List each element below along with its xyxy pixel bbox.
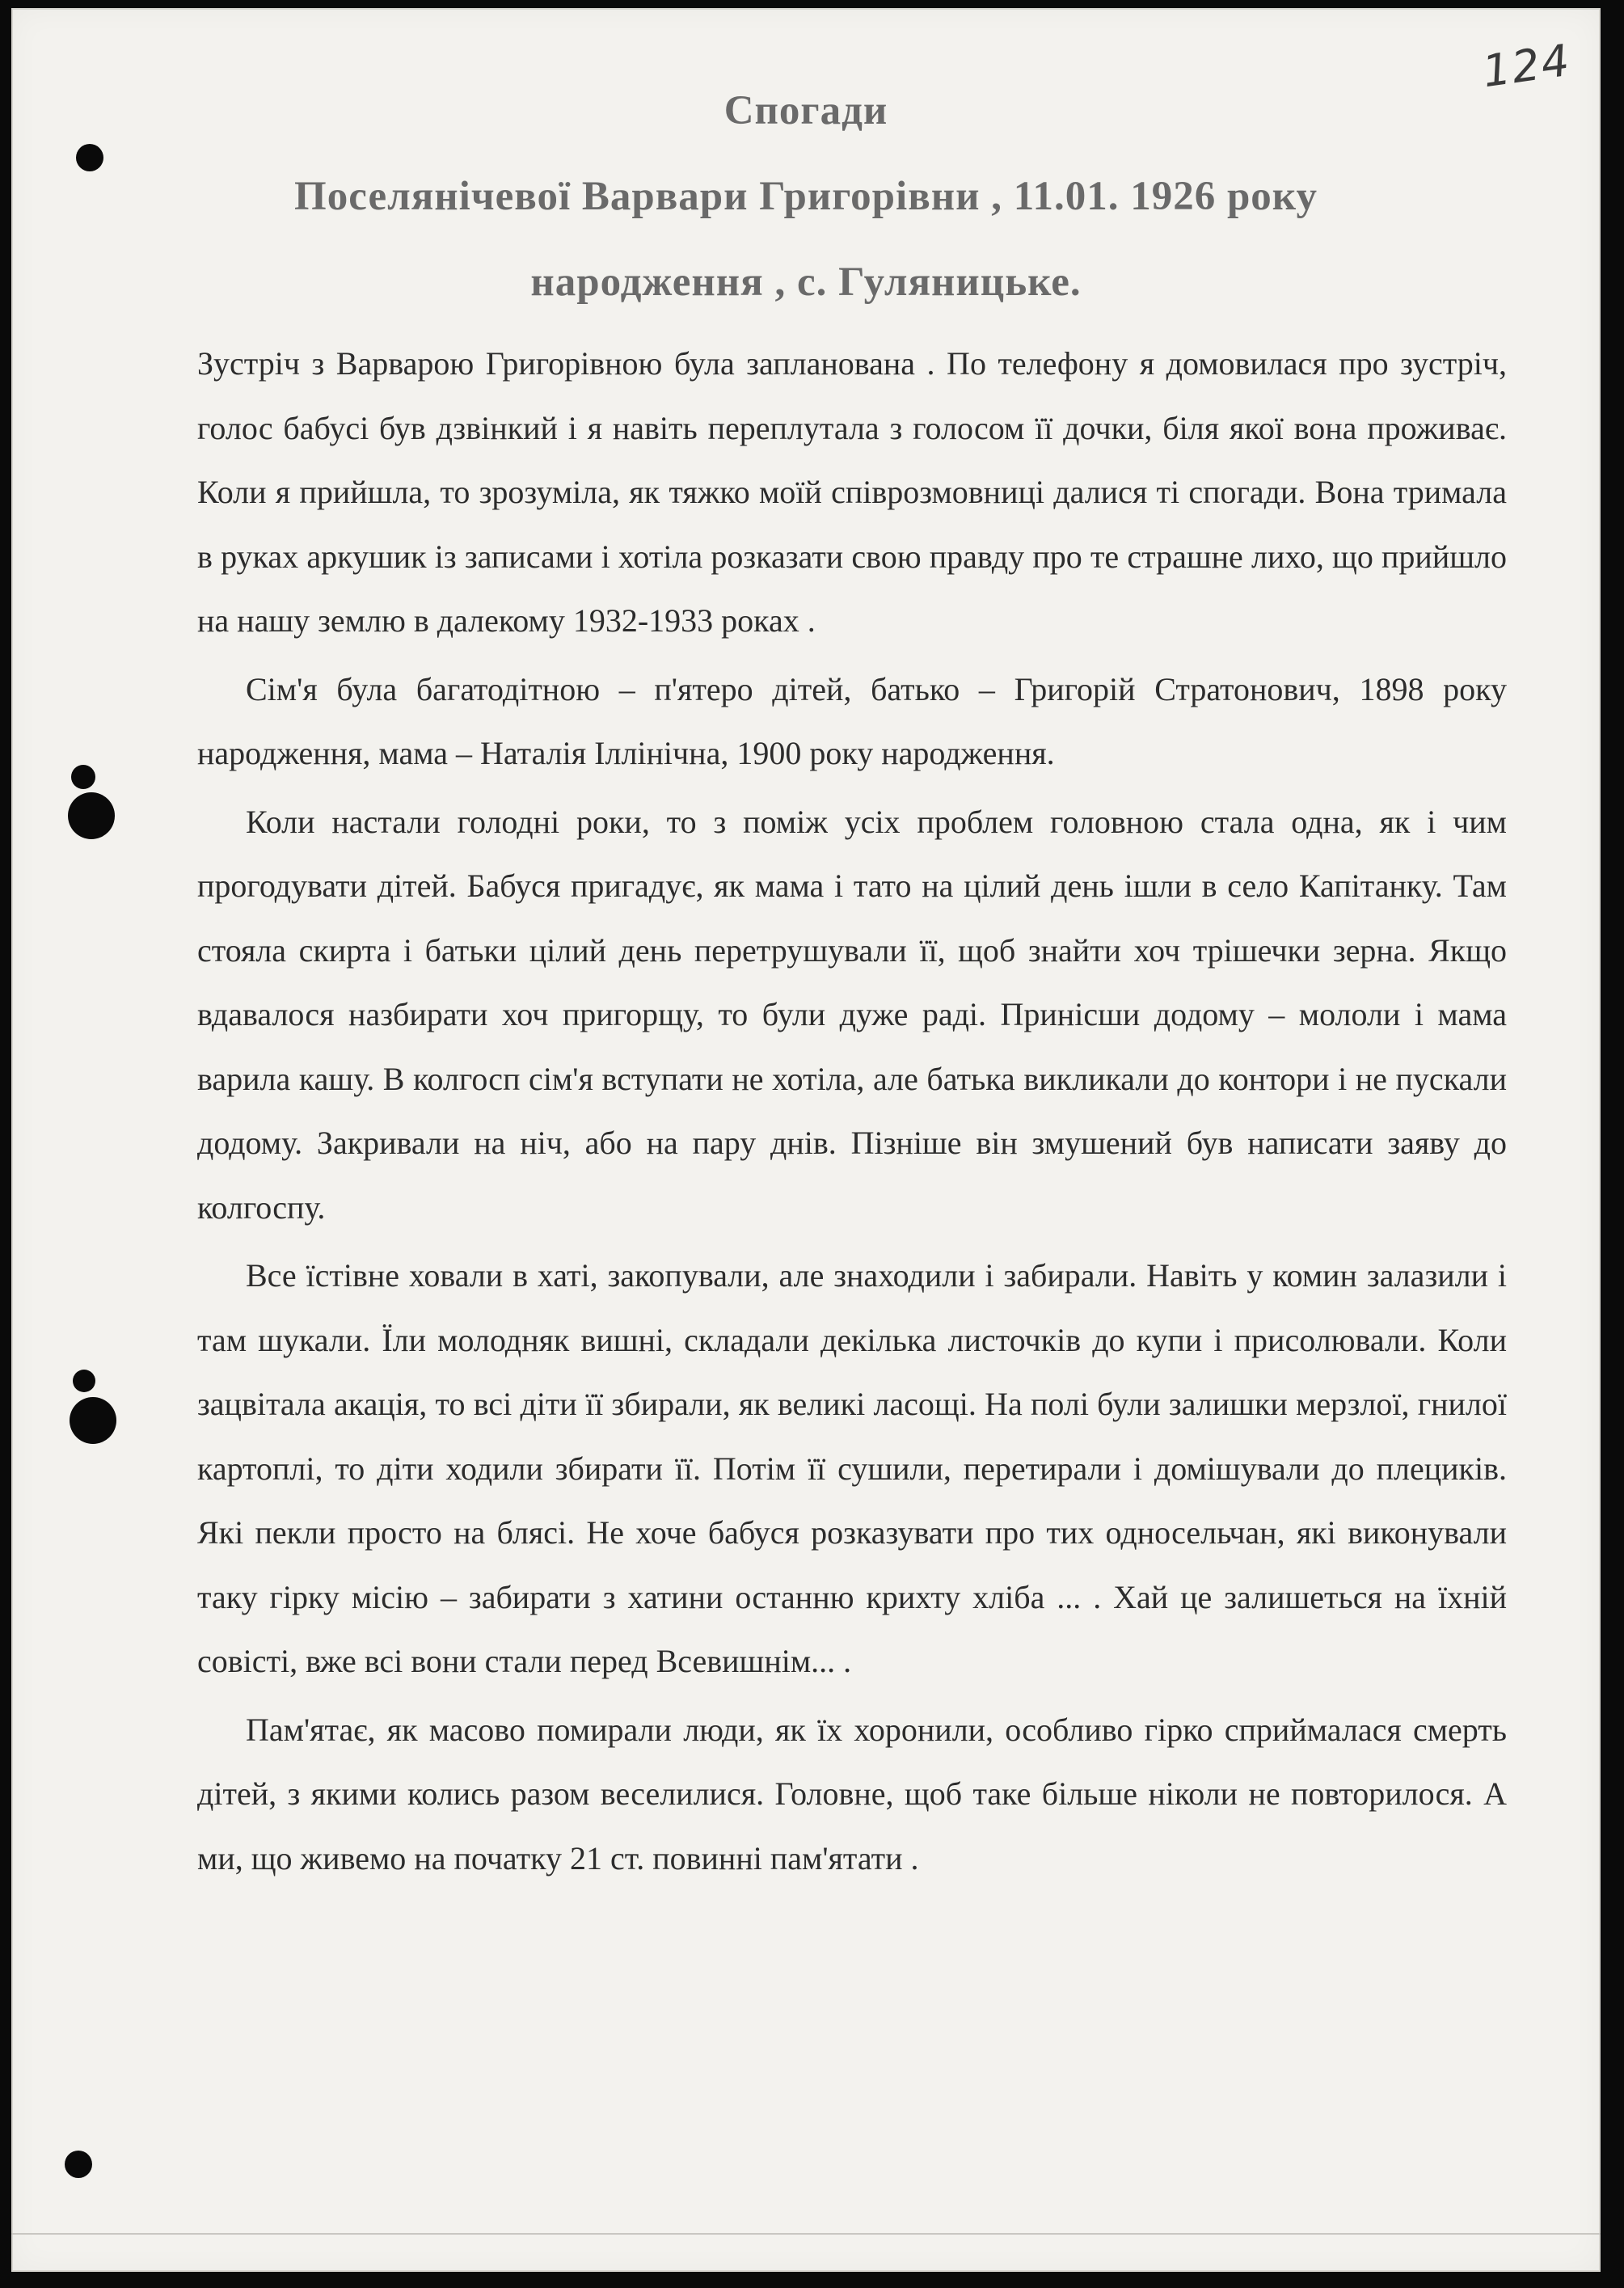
paragraph: Пам'ятає, як масово помирали люди, як їх хоронили, особливо гірко сприймалася смерть дітей, з якими колись разом веселилися. Головне, щоб таке більше ніколи не повторилося. А ми, що живемо на початку 21 ст. повинні пам'ятати . (197, 1711, 1507, 1876)
punch-hole (71, 765, 95, 789)
document-subtitle-line-2: народження , с. Гуляницьке. (530, 260, 1082, 305)
page-edge-line (11, 2233, 1601, 2235)
paragraph: Сім'я була багатодітною – п'ятеро дітей, батько – Григорій Стратонович, 1898 року народження, мама – Наталія Іллінічна, 1900 року народження. (197, 670, 1507, 771)
paragraph: Коли настали голодні роки, то з поміж усіх проблем головною стала одна, як і чим прогодувати дітей. Бабуся пригадує, як мама і тато на цілий день ішли в село Капітанку. Там стояла скирта і батьки цілий день перетрушували її, щоб знайти хоч трішечки зерна. Якщо вдавалося назбирати хоч пригорщу, то були дуже раді. Принісши додому – мололи і мама варила кашу. В колгосп сім'я вступати не хотіла, але батька викликали до контори і не пускали додому. Закривали на ніч, або на пару днів. Пізніше він змушений був написати заяву до колгоспу. (197, 803, 1507, 1226)
punch-hole (68, 792, 115, 839)
document-title: Спогади (723, 88, 888, 133)
document-subtitle-line-1: Поселянічевої Варвари Григорівни , 11.01. 1926 року (294, 174, 1318, 219)
punch-hole (73, 1370, 95, 1392)
punch-hole (65, 2151, 92, 2178)
paragraph: Все їстівне ховали в хаті, закопували, але знаходили і забирали. Навіть у комин залазили і там шукали. Їли молодняк вишні, складали декілька листочків до купи і присолювали. Коли зацвітала акація, то всі діти її збирали, як великі ласощі. На полі були залишки мерзлої, гнилої картоплі, то діти ходили збирати її. Потім її сушили, перетирали і домішували до плециків. Які пекли просто на блясі. Не хоче бабуся розказувати про тих односельчан, які виконували таку гірку місію – забирати з хатини останню крихту хліба ... . Хай це залишеться на їхній совісті, вже всі вони стали перед Всевишнім... . (197, 1257, 1507, 1679)
handwritten-page-number: 124 (1479, 34, 1574, 98)
punch-hole (76, 144, 103, 171)
document-body (197, 331, 1507, 1890)
punch-hole (70, 1397, 116, 1444)
document-page (11, 8, 1601, 2272)
paragraph: Зустріч з Варварою Григорівною була запланована . По телефону я домовилася про зустріч, голос бабусі був дзвінкий і я навіть переплутала з голосом її дочки, біля якої вона проживає. Коли я прийшла, то зрозуміла, як тяжко моїй співрозмовниці далися ті спогади. Вона тримала в руках аркушик із записами і хотіла розказати свою правду про те страшне лихо, що прийшло на нашу землю в далекому 1932-1933 роках . (197, 345, 1507, 639)
